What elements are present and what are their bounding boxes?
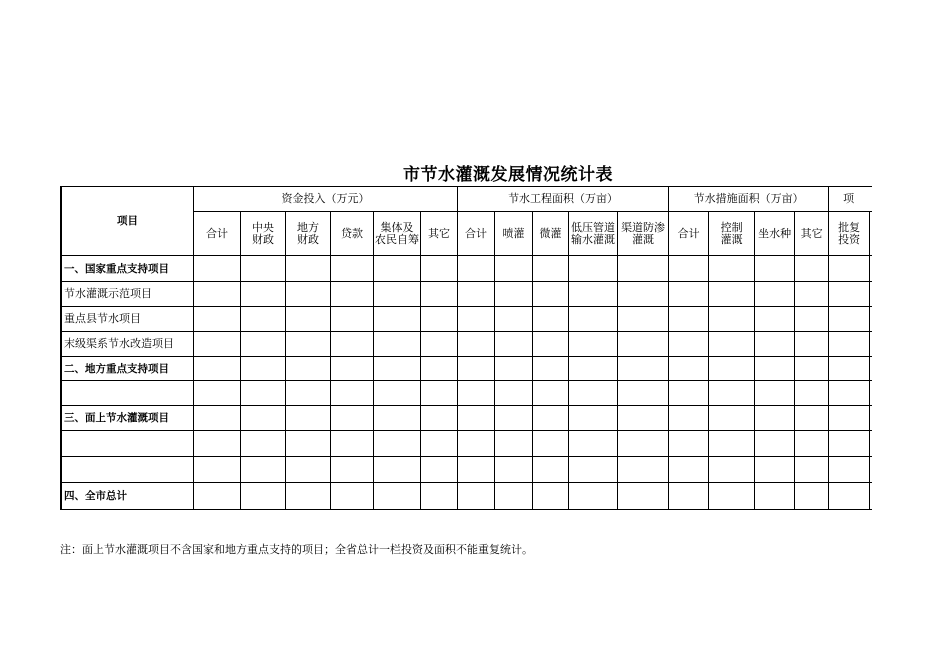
table-cell[interactable] — [618, 431, 669, 457]
table-cell[interactable] — [669, 483, 709, 510]
subheader-text: 其它 — [428, 226, 451, 240]
table-row — [62, 406, 873, 431]
subheader-engineering-4 — [618, 212, 669, 256]
table-cell[interactable] — [495, 332, 533, 357]
table-cell[interactable] — [795, 431, 829, 457]
table-cell[interactable] — [458, 406, 495, 431]
table-cell[interactable] — [569, 381, 618, 406]
row-label: 末级渠系节水改造项目 — [62, 332, 194, 357]
subheader-text: 批复 — [838, 220, 861, 234]
table-cell[interactable] — [795, 256, 829, 282]
table-cell[interactable] — [829, 381, 870, 406]
table-row — [62, 307, 873, 332]
header-funding: 资金投入（万元） — [194, 187, 458, 212]
statistics-table-container — [60, 186, 872, 510]
table-cell[interactable] — [755, 357, 795, 381]
table-cell[interactable] — [709, 332, 755, 357]
table-cell[interactable] — [795, 381, 829, 406]
table-cell[interactable] — [495, 282, 533, 307]
subheader-text: 灌溉 — [632, 232, 655, 246]
header-engineering: 节水工程面积（万亩） — [458, 187, 669, 212]
table-cell[interactable] — [374, 282, 421, 307]
subheader-funding-3 — [331, 212, 374, 256]
table-row — [62, 431, 873, 457]
table-cell[interactable] — [194, 282, 241, 307]
table-cell[interactable] — [795, 332, 829, 357]
table-cell[interactable] — [331, 332, 374, 357]
table-cell[interactable] — [331, 256, 374, 282]
table-cell[interactable] — [194, 381, 241, 406]
table-cell[interactable] — [286, 332, 331, 357]
subheader-engineering-2 — [533, 212, 569, 256]
page-title: 市节水灌溉发展情况统计表 — [403, 165, 613, 185]
table-cell[interactable] — [194, 483, 241, 510]
table-cell[interactable] — [458, 431, 495, 457]
table-cell[interactable] — [569, 256, 618, 282]
subheader-text: 农民自筹 — [375, 232, 419, 246]
table-cell[interactable] — [829, 457, 870, 483]
table-cell[interactable] — [795, 457, 829, 483]
table-cell[interactable] — [241, 332, 286, 357]
table-cell[interactable] — [458, 332, 495, 357]
table-row — [62, 457, 873, 483]
table-cell[interactable] — [709, 483, 755, 510]
table-cell[interactable] — [709, 406, 755, 431]
table-cell[interactable] — [870, 357, 872, 381]
table-cell[interactable] — [331, 357, 374, 381]
table-cell[interactable] — [458, 457, 495, 483]
table-cell[interactable] — [795, 282, 829, 307]
table-cell[interactable] — [870, 256, 872, 282]
subheader-text: 坐水种 — [758, 226, 792, 240]
table-cell[interactable] — [569, 307, 618, 332]
subheader-funding-2 — [286, 212, 331, 256]
table-cell[interactable] — [669, 282, 709, 307]
table-cell[interactable] — [533, 431, 569, 457]
table-cell[interactable] — [870, 483, 872, 510]
table-cell[interactable] — [870, 381, 872, 406]
table-cell[interactable] — [618, 381, 669, 406]
table-cell[interactable] — [241, 357, 286, 381]
table-cell[interactable] — [870, 282, 872, 307]
subheader-measures-1 — [709, 212, 755, 256]
table-cell[interactable] — [495, 307, 533, 332]
subheader-measures-3 — [795, 212, 829, 256]
table-cell[interactable] — [569, 332, 618, 357]
table-cell[interactable] — [374, 357, 421, 381]
table-cell[interactable] — [870, 406, 872, 431]
row-label: 四、全市总计 — [62, 483, 194, 510]
table-cell[interactable] — [669, 457, 709, 483]
table-cell[interactable] — [286, 282, 331, 307]
table-row — [62, 357, 873, 381]
table-cell[interactable] — [374, 381, 421, 406]
table-cell[interactable] — [533, 457, 569, 483]
table-cell[interactable] — [331, 381, 374, 406]
row-label: 节水灌溉示范项目 — [62, 282, 194, 307]
table-cell[interactable] — [669, 381, 709, 406]
table-cell[interactable] — [286, 406, 331, 431]
subheader-funding-4 — [374, 212, 421, 256]
table-row — [62, 332, 873, 357]
table-cell[interactable] — [495, 431, 533, 457]
table-cell[interactable] — [495, 357, 533, 381]
table-cell[interactable] — [795, 307, 829, 332]
table-cell[interactable] — [795, 357, 829, 381]
table-cell[interactable] — [495, 381, 533, 406]
table-cell[interactable] — [495, 483, 533, 510]
subheader-text: 输水灌溉 — [571, 232, 616, 246]
table-cell[interactable] — [669, 256, 709, 282]
table-cell[interactable] — [194, 332, 241, 357]
table-cell[interactable] — [618, 256, 669, 282]
header-project: 项 — [829, 187, 872, 212]
table-cell[interactable] — [709, 307, 755, 332]
table-cell[interactable] — [286, 357, 331, 381]
subheader-text: 财政 — [252, 232, 274, 246]
table-cell[interactable] — [458, 307, 495, 332]
subheader-project-0 — [829, 212, 870, 256]
table-cell[interactable] — [870, 457, 872, 483]
statistics-table — [61, 186, 872, 510]
table-cell[interactable] — [241, 483, 286, 510]
row-label — [62, 457, 194, 483]
table-cell[interactable] — [194, 256, 241, 282]
header-item: 项目 — [62, 187, 194, 256]
table-cell[interactable] — [870, 431, 872, 457]
subheader-text: 喷灌 — [502, 226, 525, 240]
subheader-text: 合计 — [206, 226, 228, 240]
table-cell[interactable] — [286, 483, 331, 510]
subheader-text: 贷款 — [341, 226, 363, 240]
table-cell[interactable] — [829, 332, 870, 357]
subheader-text: 其它 — [800, 226, 823, 240]
table-cell[interactable] — [374, 256, 421, 282]
table-cell[interactable] — [194, 357, 241, 381]
table-cell[interactable] — [533, 406, 569, 431]
table-cell[interactable] — [669, 307, 709, 332]
table-cell[interactable] — [194, 457, 241, 483]
table-cell[interactable] — [569, 431, 618, 457]
table-cell[interactable] — [331, 431, 374, 457]
table-cell[interactable] — [458, 357, 495, 381]
table-cell[interactable] — [533, 332, 569, 357]
table-cell[interactable] — [421, 406, 458, 431]
table-row — [62, 483, 873, 510]
table-cell[interactable] — [421, 332, 458, 357]
table-cell[interactable] — [755, 483, 795, 510]
table-cell[interactable] — [286, 256, 331, 282]
table-cell[interactable] — [374, 431, 421, 457]
subheader-funding-1 — [241, 212, 286, 256]
table-cell[interactable] — [755, 431, 795, 457]
row-label — [62, 381, 194, 406]
subheader-text: 微灌 — [539, 226, 562, 240]
subheader-funding-5 — [421, 212, 458, 256]
table-cell[interactable] — [241, 282, 286, 307]
table-cell[interactable] — [331, 457, 374, 483]
table-cell[interactable] — [533, 307, 569, 332]
table-row — [62, 381, 873, 406]
table-cell[interactable] — [241, 307, 286, 332]
row-label: 一、国家重点支持项目 — [62, 256, 194, 282]
table-cell[interactable] — [618, 406, 669, 431]
table-cell[interactable] — [870, 307, 872, 332]
table-cell[interactable] — [829, 483, 870, 510]
table-cell[interactable] — [618, 282, 669, 307]
table-cell[interactable] — [374, 483, 421, 510]
table-cell[interactable] — [495, 256, 533, 282]
table-cell[interactable] — [618, 457, 669, 483]
subheader-text: 控制 — [720, 220, 743, 234]
table-cell[interactable] — [458, 483, 495, 510]
table-cell[interactable] — [569, 483, 618, 510]
subheader-text: 合计 — [677, 226, 700, 240]
table-cell[interactable] — [421, 457, 458, 483]
header-measures: 节水措施面积（万亩） — [669, 187, 829, 212]
table-cell[interactable] — [829, 406, 870, 431]
subheader-text: 合计 — [465, 226, 488, 240]
table-cell[interactable] — [421, 307, 458, 332]
table-cell[interactable] — [795, 483, 829, 510]
table-cell[interactable] — [829, 256, 870, 282]
table-cell[interactable] — [374, 332, 421, 357]
table-cell[interactable] — [709, 282, 755, 307]
table-cell[interactable] — [241, 406, 286, 431]
table-cell[interactable] — [331, 483, 374, 510]
table-cell[interactable] — [374, 457, 421, 483]
table-cell[interactable] — [755, 307, 795, 332]
table-cell[interactable] — [241, 256, 286, 282]
table-cell[interactable] — [569, 457, 618, 483]
table-cell[interactable] — [458, 381, 495, 406]
table-cell[interactable] — [533, 483, 569, 510]
table-cell[interactable] — [618, 307, 669, 332]
table-cell[interactable] — [533, 256, 569, 282]
table-cell[interactable] — [374, 307, 421, 332]
footnote: 注：面上节水灌溉项目不含国家和地方重点支持的项目；全省总计一栏投资及面积不能重复统计。 — [60, 543, 533, 556]
table-cell[interactable] — [709, 256, 755, 282]
subheader-text: 财政 — [297, 232, 319, 246]
table-cell[interactable] — [533, 282, 569, 307]
table-cell[interactable] — [194, 431, 241, 457]
row-label: 二、地方重点支持项目 — [62, 357, 194, 381]
table-cell[interactable] — [669, 332, 709, 357]
row-label: 重点县节水项目 — [62, 307, 194, 332]
table-cell[interactable] — [569, 406, 618, 431]
subheader-text: 地方 — [297, 220, 319, 234]
table-cell[interactable] — [421, 357, 458, 381]
table-cell[interactable] — [755, 256, 795, 282]
table-cell[interactable] — [286, 381, 331, 406]
table-cell[interactable] — [241, 431, 286, 457]
subheader-text: 中央 — [252, 220, 274, 234]
table-cell[interactable] — [669, 357, 709, 381]
table-cell[interactable] — [286, 457, 331, 483]
table-cell[interactable] — [421, 381, 458, 406]
table-cell[interactable] — [374, 406, 421, 431]
subheader-measures-0 — [669, 212, 709, 256]
subheader-text: 灌溉 — [720, 232, 743, 246]
table-cell[interactable] — [421, 483, 458, 510]
table-cell[interactable] — [458, 256, 495, 282]
table-cell[interactable] — [829, 431, 870, 457]
table-cell[interactable] — [569, 357, 618, 381]
table-cell[interactable] — [755, 457, 795, 483]
subheader-text: 低压管道 — [571, 220, 616, 234]
table-cell[interactable] — [421, 282, 458, 307]
subheader-text: 投资 — [838, 232, 861, 246]
table-cell[interactable] — [569, 282, 618, 307]
table-cell[interactable] — [331, 406, 374, 431]
table-cell[interactable] — [618, 332, 669, 357]
subheader-funding-0 — [194, 212, 241, 256]
table-cell[interactable] — [755, 332, 795, 357]
table-cell[interactable] — [331, 307, 374, 332]
table-row — [62, 282, 873, 307]
table-cell[interactable] — [618, 483, 669, 510]
table-cell[interactable] — [755, 406, 795, 431]
table-cell[interactable] — [421, 256, 458, 282]
table-cell[interactable] — [795, 406, 829, 431]
row-label — [62, 431, 194, 457]
table-cell[interactable] — [286, 431, 331, 457]
table-cell[interactable] — [194, 307, 241, 332]
subheader-engineering-0 — [458, 212, 495, 256]
table-cell[interactable] — [709, 431, 755, 457]
table-cell[interactable] — [709, 381, 755, 406]
table-cell[interactable] — [870, 332, 872, 357]
subheader-engineering-1 — [495, 212, 533, 256]
table-cell[interactable] — [458, 282, 495, 307]
table-row — [62, 256, 873, 282]
table-cell[interactable] — [533, 381, 569, 406]
table-cell[interactable] — [829, 307, 870, 332]
table-cell[interactable] — [669, 406, 709, 431]
subheader-text: 集体及 — [380, 220, 414, 234]
table-cell[interactable] — [709, 357, 755, 381]
table-cell[interactable] — [286, 307, 331, 332]
table-cell[interactable] — [755, 282, 795, 307]
table-cell[interactable] — [421, 431, 458, 457]
table-cell[interactable] — [194, 406, 241, 431]
subheader-cut — [870, 212, 872, 256]
table-cell[interactable] — [495, 406, 533, 431]
table-cell[interactable] — [241, 457, 286, 483]
table-cell[interactable] — [618, 357, 669, 381]
table-cell[interactable] — [829, 282, 870, 307]
table-cell[interactable] — [709, 457, 755, 483]
table-cell[interactable] — [331, 282, 374, 307]
table-cell[interactable] — [495, 457, 533, 483]
table-cell[interactable] — [533, 357, 569, 381]
subheader-engineering-3 — [569, 212, 618, 256]
table-cell[interactable] — [669, 431, 709, 457]
subheader-measures-2 — [755, 212, 795, 256]
table-cell[interactable] — [829, 357, 870, 381]
table-cell[interactable] — [755, 381, 795, 406]
table-cell[interactable] — [241, 381, 286, 406]
subheader-text: 渠道防渗 — [621, 220, 666, 234]
row-label: 三、面上节水灌溉项目 — [62, 406, 194, 431]
